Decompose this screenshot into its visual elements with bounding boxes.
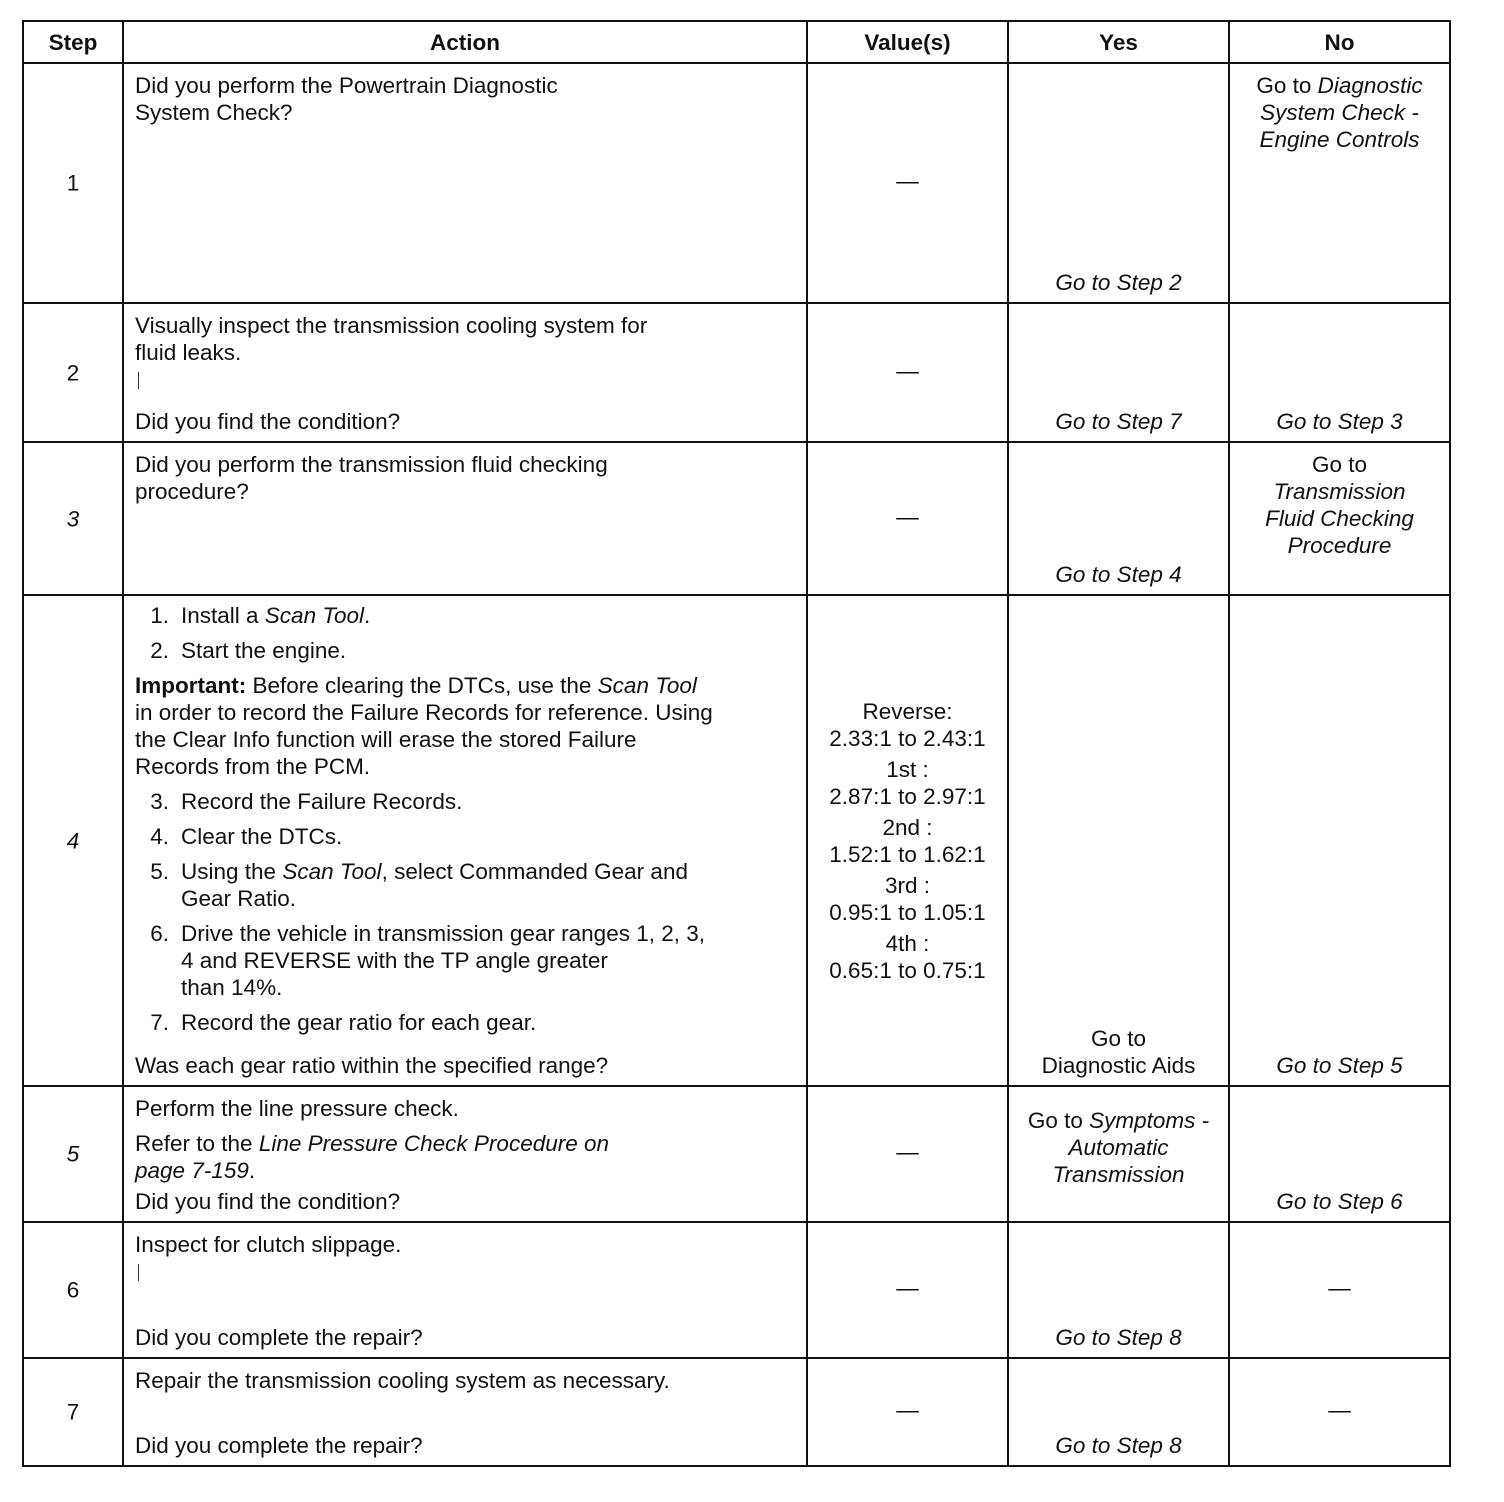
- yes-link[interactable]: Go to Step 7: [1055, 409, 1182, 434]
- action-question: Was each gear ratio within the specified range?: [135, 1053, 609, 1078]
- yes-link[interactable]: Go to Step 2: [1055, 270, 1182, 295]
- table-row-step-7: [23, 1358, 1450, 1466]
- no-link[interactable]: Go to Step 3: [1276, 409, 1403, 434]
- header-no: No: [1229, 21, 1450, 63]
- step-number: 1: [66, 170, 80, 196]
- yes-link[interactable]: Go to Symptoms - Automatic Transmission: [1027, 1108, 1210, 1187]
- list-item: 2. Start the engine.: [150, 638, 347, 663]
- action-text: Perform the line pressure check. Refer to the Line Pressure Check Procedure on page 7-159.: [135, 1096, 610, 1183]
- table-row-step-5: [23, 1086, 1450, 1222]
- gear-ratio-values: [808, 698, 1007, 988]
- list-item: 4. Clear the DTCs.: [150, 824, 343, 849]
- value-dash: —: [896, 357, 919, 383]
- procedure-list: [135, 788, 796, 1036]
- table-row-step-1: [23, 63, 1450, 303]
- no-link[interactable]: Go to Step 5: [1276, 1053, 1403, 1078]
- header-step: Step: [23, 21, 123, 63]
- yes-link[interactable]: Go to Diagnostic Aids: [1041, 1026, 1196, 1078]
- value-dash: —: [896, 168, 919, 194]
- step-number: 7: [66, 1399, 80, 1425]
- table-row-step-3: [23, 442, 1450, 595]
- value-3rd: 3rd : 0.95:1 to 1.05:1: [829, 873, 986, 925]
- action-text: Visually inspect the transmission cooling system for fluid leaks.: [135, 312, 796, 389]
- table-row-step-4: [23, 595, 1450, 1086]
- yes-link[interactable]: Go to Step 8: [1055, 1433, 1182, 1458]
- no-dash: —: [1328, 1275, 1351, 1301]
- value-dash: —: [896, 1139, 919, 1165]
- value-dash: —: [896, 1275, 919, 1301]
- action-text: [135, 602, 796, 1044]
- header-row: [23, 21, 1450, 63]
- no-link[interactable]: Go to Diagnostic System Check - Engine Controls: [1256, 73, 1423, 152]
- no-dash: —: [1328, 1397, 1351, 1423]
- table-row-step-6: [23, 1222, 1450, 1358]
- text-cursor: [138, 372, 139, 389]
- text-cursor: [138, 1264, 139, 1281]
- value-2nd: 2nd : 1.52:1 to 1.62:1: [829, 815, 986, 867]
- action-question: Did you complete the repair?: [135, 1325, 423, 1350]
- value-4th: 4th : 0.65:1 to 0.75:1: [829, 931, 986, 983]
- step-number: 5: [66, 1141, 80, 1167]
- list-item: 3. Record the Failure Records.: [150, 789, 463, 814]
- step-number: 3: [66, 506, 80, 531]
- value-dash: —: [896, 503, 919, 529]
- action-text: Repair the transmission cooling system as necessary.: [135, 1368, 670, 1393]
- procedure-list: [135, 602, 796, 664]
- header-yes: Yes: [1008, 21, 1229, 63]
- list-item: 6. Drive the vehicle in transmission gear ranges 1, 2, 3, 4 and REVERSE with the TP angle greater than 14%.: [150, 921, 706, 1000]
- diagnostic-table: [22, 20, 1451, 1467]
- table-row-step-2: [23, 303, 1450, 442]
- step-number: 4: [66, 828, 80, 853]
- list-item: 1. Install a Scan Tool.: [150, 603, 371, 628]
- action-text: Inspect for clutch slippage.: [135, 1231, 796, 1281]
- action-text: Did you perform the transmission fluid checking procedure?: [135, 452, 608, 504]
- value-dash: —: [896, 1397, 919, 1423]
- yes-link[interactable]: Go to Step 8: [1055, 1325, 1182, 1350]
- action-text: Did you perform the Powertrain Diagnostic System Check?: [135, 73, 558, 125]
- step-number: 6: [66, 1277, 80, 1303]
- no-link[interactable]: Go to Transmission Fluid Checking Procedure: [1265, 452, 1414, 558]
- value-1st: 1st : 2.87:1 to 2.97:1: [829, 757, 986, 809]
- header-action: Action: [123, 21, 807, 63]
- no-link[interactable]: Go to Step 6: [1276, 1189, 1403, 1214]
- action-question: Did you find the condition?: [135, 1189, 401, 1214]
- important-note: Important: Before clearing the DTCs, use the Scan Tool in order to record the Failure Records for reference. Using the Clear Info function will erase the stored Failure Records from the PCM.: [135, 673, 713, 779]
- value-reverse: Reverse: 2.33:1 to 2.43:1: [829, 699, 986, 751]
- list-item: 7. Record the gear ratio for each gear.: [150, 1010, 537, 1035]
- header-values: Value(s): [807, 21, 1008, 63]
- step-number: 2: [66, 360, 80, 385]
- action-question: Did you find the condition?: [135, 409, 401, 434]
- yes-link[interactable]: Go to Step 4: [1055, 562, 1182, 587]
- action-question: Did you complete the repair?: [135, 1433, 423, 1458]
- list-item: 5. Using the Scan Tool, select Commanded Gear and Gear Ratio.: [150, 859, 688, 911]
